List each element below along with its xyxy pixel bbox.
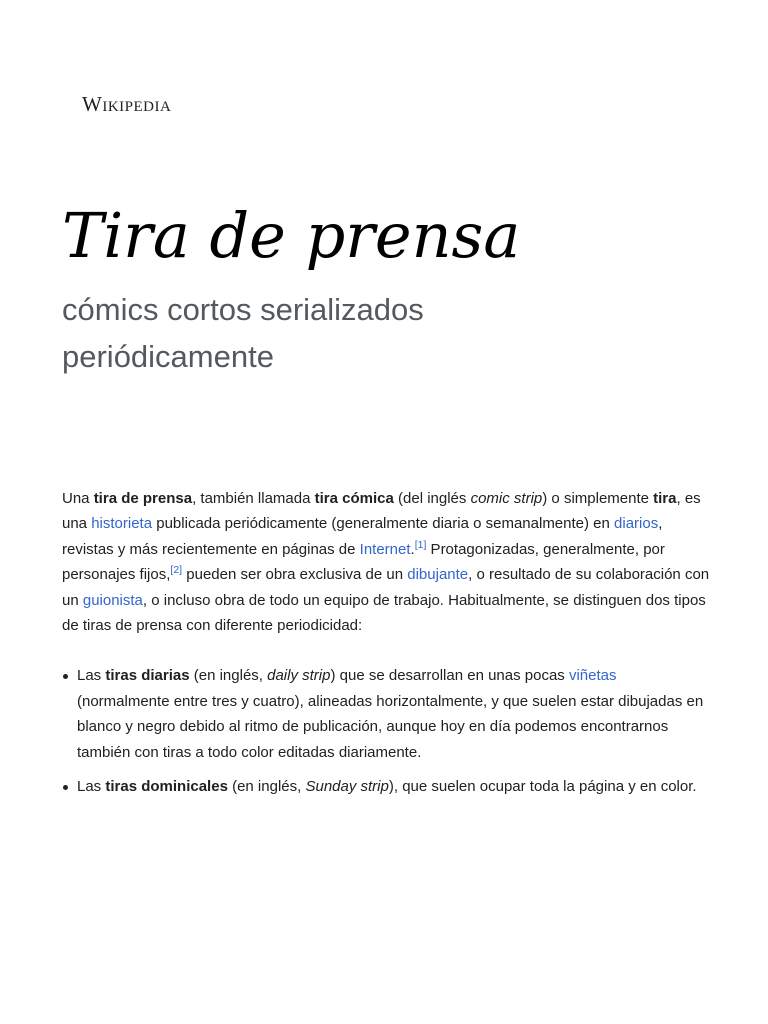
term-tira: tira <box>653 490 677 507</box>
link-guionista[interactable]: guionista <box>82 591 143 609</box>
article-body <box>62 486 712 808</box>
link-internet[interactable]: Internet <box>359 540 411 558</box>
link-dibujante[interactable]: dibujante <box>407 566 469 584</box>
term-tira-comica: tira cómica <box>314 490 394 507</box>
term-tiras-diarias: tiras diarias <box>105 667 190 685</box>
link-vinetas[interactable]: viñetas <box>568 667 617 685</box>
term-sunday-strip: Sunday strip <box>305 778 389 796</box>
term-comic-strip: comic strip <box>470 490 543 507</box>
wikipedia-logo[interactable]: Wikipedia <box>82 92 172 116</box>
list-item-tiras-diarias: Las tiras diarias (en inglés, daily strip) que se desarrollan en unas pocas viñetas (normalmente entre tres y cuatro), alineadas horizontalmente, y que suelen estar dibujadas en blanco y negro debido al ritmo de publicación, aunque hoy en día podemos encontrarnos también con tiras a todo color editadas diariamente. <box>77 663 712 765</box>
list-item-tiras-dominicales: Las tiras dominicales (en inglés, Sunday strip), que suelen ocupar toda la página y en color. <box>77 774 712 799</box>
link-historieta[interactable]: historieta <box>91 515 153 533</box>
intro-paragraph: Una tira de prensa, también llamada tira cómica (del inglés comic strip) o simplemente tira, es una historieta publicada periódicamente (generalmente diaria o semanalmente) en diarios, revistas y más recientemente en páginas de Internet.[1] Protagonizadas, generalmente, por personajes fijos,[2] pueden ser obra exclusiva de un dibujante, o resultado de su colaboración con un guionista, o incluso obra de todo un equipo de trabajo. Habitualmente, se distinguen dos tipos de tiras de prensa con diferente periodicidad: <box>62 490 710 635</box>
link-diarios[interactable]: diarios <box>614 515 659 533</box>
term-tira-de-prensa: tira de prensa <box>93 490 193 507</box>
page-title: Tira de prensa <box>62 199 521 272</box>
term-daily-strip: daily strip <box>267 667 331 685</box>
reference-2[interactable]: [2] <box>170 564 183 577</box>
strip-types-list <box>62 663 712 799</box>
reference-1[interactable]: [1] <box>414 538 427 551</box>
term-tiras-dominicales: tiras dominicales <box>105 778 228 796</box>
page-subtitle: cómics cortos serializados periódicamente <box>62 292 424 374</box>
